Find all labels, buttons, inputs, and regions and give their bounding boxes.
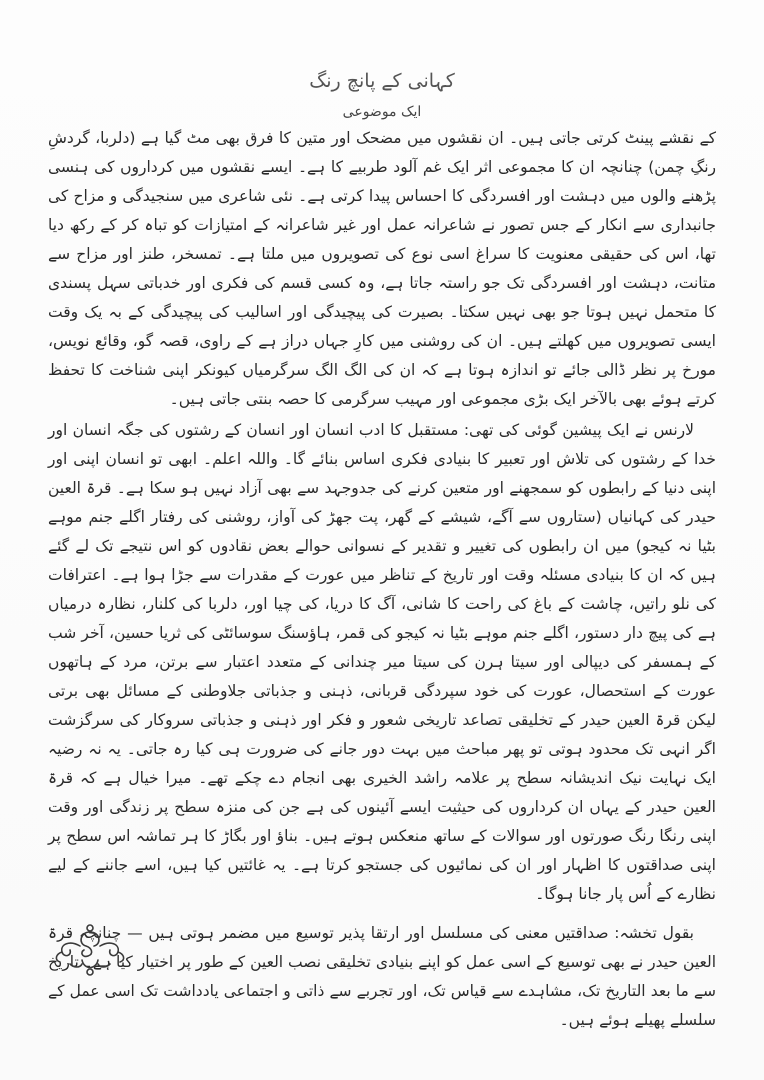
body-text (48, 124, 716, 1037)
page-title: کہانی کے پانچ رنگ (309, 70, 455, 92)
page-subtitle: ایک موضوعی (342, 104, 422, 120)
paragraph-1: کے نقشے پینٹ کرتی جاتی ہیں۔ ان نقشوں میں مضحک اور متین کا فرق بھی مٹ گیا ہے (دلربا، گردشِ رنگِ چمن) چنانچہ ان کا مجموعی اثر ایک غم آلود طربیے کا ہے۔ ایسے نقشوں میں کرداروں کی ہنسی پڑھنے والوں میں دہشت اور افسردگی کا احساس پیدا کرتی ہے۔ نئی شاعری میں سنجیدگی و مزاح کی جانبداری سے انکار کے جس تصور نے شاعرانہ عمل اور غیر شاعرانہ کے امتیازات کو تباہ کر کے رکھ دیا تھا، اس کی حقیقی معنویت کا سراغ اسی نوع کی تصویروں میں ملتا ہے۔ تمسخر، طنز اور مزاح سے متانت، دہشت اور افسردگی تک جو راستہ جاتا ہے، وہ کسی قسم کی فکری اور خدباتی سہل پسندی کا متحمل نہیں ہوتا جو بھی نہیں سکتا۔ بصیرت کی پیچیدگی اور اسالیب کی پیچیدگی کے بہ یک وقت ایسی تصویروں میں کھلتے ہیں۔ ان کی روشنی میں کارِ جہاں دراز ہے کے راوی، قصہ گو، وقائع نویس، مورخ پر نظر ڈالی جائے تو اندازہ ہوتا ہے کہ ان کی الگ الگ سرگرمیاں کیونکر اپنی شناخت کا تحفظ کرتے ہوئے بھی بالآخر ایک بڑی مجموعی اور مہیب سرگرمی کا حصہ بنتی جاتی ہیں۔ (48, 129, 716, 408)
paragraph-2: لارنس نے ایک پیشین گوئی کی تھی: مستقبل کا ادب انسان اور انسان کے رشتوں کی جگہ انسان اور خدا کے رشتوں کی تلاش اور تعبیر کا بنیادی فکری اساس بنائے گا۔ واللہ اعلم۔ ابھی تو انسان اپنی اور اپنی دنیا کے رابطوں کو سمجھنے اور متعین کرنے کی جدوجہد سے بھی آزاد نہیں ہو سکا ہے۔ قرۃ العین حیدر کی کہانیاں (ستاروں سے آگے، شیشے کے گھر، پت جھڑ کی آواز، روشنی کی رفتار اگلے جنم موہے بٹیا نہ کیجو) میں ان رابطوں کی تغییر و تقدیر کے نسوانی حوالے بعض نقادوں کو اس نتیجے تک لے گئے ہیں کہ ان کا بنیادی مسئلہ وقت اور تاریخ کے تناظر میں عورت کے مقدرات سے جڑا ہوا ہے۔ اعترافات کی نلو راتیں، چاشت کے باغ کی راحت کا شانی، آگ کا دریا، کی چیا اور، دلربا کی کلنار، نظارہ درمیاں ہے کی پیچ دار دستور، اگلے جنم موہے بٹیا نہ کیجو کی قمر، ہاؤسنگ سوسائٹی کی ثریا حسین، آخر شب کے ہمسفر کی دیپالی اور سیتا ہرن کی سیتا میر چندانی کے متعدد اعتبار سے برتن، مرد کے ہاتھوں عورت کے استحصال، عورت کی خود سپردگی قربانی، ذہنی و جذباتی جلاوطنی کے مسائل بھی برتی لیکن قرۃ العین حیدر کے تخلیقی تصاعد تاریخی شعور و فکر اور ذہنی و جذباتی سروکار کی سرگزشت اگر انہی تک محدود ہوتی تو پھر مباحث میں بہت دور جانے کی ضرورت ہی کیا رہ جاتی۔ یہ نہ رضیہ ایک نہایت نیک اندیشانہ سطح پر علامہ راشد الخیری بھی انجام دے چکے تھے۔ میرا خیال ہے کہ قرۃ العین حیدر کے یہاں ان کرداروں کی حیثیت ایسے آئینوں کی ہے جن کی منزہ سطح پر زندگی اور وقت اپنی رنگا رنگ صورتوں اور سوالات کے ساتھ منعکس ہوتے ہیں۔ بناؤ اور بگاڑ کا ہر تماشہ اس سطح پر اپنی صداقتوں کا اظہار اور ان کی نمائیوں کی جستجو کرتا ہے۔ یہ غائتیں کیا ہیں، اسے جاننے کے لیے نظارے کے اُس پار جانا ہوگا۔ (48, 421, 716, 903)
paragraph-3: بقول تخشہ: صداقتیں معنی کی مسلسل اور ارتقا پذیر توسیع میں مضمر ہوتی ہیں — چنانچہ قرۃ العین حیدر نے بھی توسیع کے اسی عمل کو اپنے بنیادی تخلیقی نصب العین کے طور پر اختیار کیا ہے۔ تاریخ سے ما بعد التاریخ تک، مشاہدے سے قیاس تک، اور تجربے سے ذاتی و اجتماعی یادداشت تک اسی عمل کے سلسلے پھیلے ہوئے ہیں۔ (48, 924, 716, 1029)
floral-ornament-icon (50, 920, 130, 980)
